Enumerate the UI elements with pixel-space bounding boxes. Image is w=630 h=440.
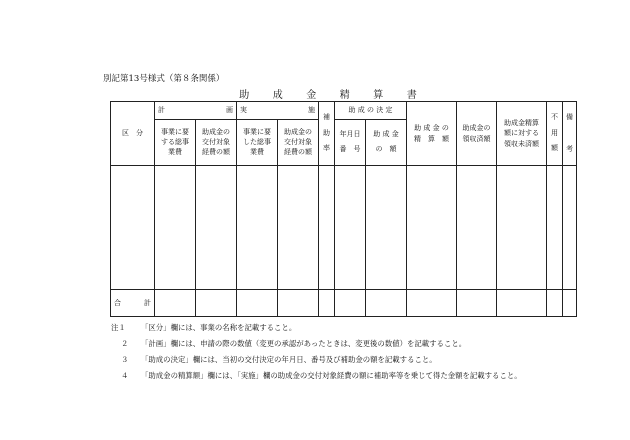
header-shushu-zumi: 助成金の 領収済額 <box>457 102 497 166</box>
header-jisshi-jigyo: 事業に要 した総事 業費 <box>237 119 278 165</box>
header-shushu-mi: 助成金精算 額に対する 領収未済額 <box>497 102 547 166</box>
note-text: 「助成の決定」欄には、当初の交付決定の年月日、番号及び補助金の額を記載すること。 <box>141 355 437 364</box>
table-cell <box>319 290 335 317</box>
table-cell <box>335 166 366 290</box>
table-cell <box>111 166 155 290</box>
header-keikaku-jigyo: 事業に要 する総事 業費 <box>155 119 196 165</box>
header-kubun: 区 分 <box>111 102 155 166</box>
table-cell <box>196 290 237 317</box>
title-char: 算 <box>373 90 384 101</box>
title-char: 金 <box>306 90 317 101</box>
table-cell <box>335 290 366 317</box>
header-keikaku-taisho: 助成金の 交付対象 経費の額 <box>196 119 237 165</box>
note-number: ４ <box>121 371 129 380</box>
table-cell <box>457 166 497 290</box>
table-cell <box>237 290 278 317</box>
table-cell <box>407 166 457 290</box>
note-text: 「計画」欄には、申請の際の数値（変更の承認があったときは、変更後の数値）を記載すること。 <box>141 339 467 348</box>
table-cell <box>366 290 407 317</box>
table-cell <box>407 290 457 317</box>
title-char: 助 <box>239 90 250 101</box>
note-number: ３ <box>121 355 129 364</box>
table-cell <box>155 166 196 290</box>
total-label: 合 計 <box>111 290 155 317</box>
table-cell <box>547 166 563 290</box>
table-cell <box>563 290 577 317</box>
note-text: 「助成金の精算額」欄には、「実施」欄の助成金の交付対象経費の額に補助率等を乗じて得た金額を記載すること。 <box>141 371 522 380</box>
notes <box>111 320 522 384</box>
header-kettei-amount: 助 成 金 の 額 <box>366 119 407 165</box>
table-cell <box>196 166 237 290</box>
header-keikaku: 計 画 <box>155 102 237 120</box>
table-cell <box>497 290 547 317</box>
header-fuyo: 不 用 額 <box>547 102 563 166</box>
header-seisan: 助 成 金 の 精 算 額 <box>407 102 457 166</box>
table-row-body <box>111 166 577 290</box>
note-item <box>111 352 522 368</box>
table-cell <box>155 290 196 317</box>
table-cell <box>497 166 547 290</box>
note-item <box>111 320 522 336</box>
note-number: 注１ <box>111 323 126 332</box>
note-item <box>111 368 522 384</box>
document-title <box>0 86 630 101</box>
table-cell <box>457 290 497 317</box>
header-biko: 備 考 <box>563 102 577 166</box>
table-cell <box>278 290 319 317</box>
header-jisshi-taisho: 助成金の 交付対象 経費の額 <box>278 119 319 165</box>
form-label: 別記第13号様式（第８条関係） <box>103 74 225 84</box>
title-char: 精 <box>339 90 350 101</box>
note-text: 「区分」欄には、事業の名称を記載すること。 <box>141 323 297 332</box>
note-number: ２ <box>121 339 129 348</box>
table-cell <box>237 166 278 290</box>
table-cell <box>319 166 335 290</box>
header-jisshi: 実 施 <box>237 102 319 120</box>
table-cell <box>278 166 319 290</box>
table-row-total <box>111 290 577 317</box>
header-kettei: 助 成 の 決 定 <box>335 102 407 120</box>
header-kettei-date: 年月日 番 号 <box>335 119 366 165</box>
table-cell <box>366 166 407 290</box>
title-char: 成 <box>272 90 283 101</box>
table-cell <box>563 166 577 290</box>
settlement-table <box>110 101 577 317</box>
table-cell <box>547 290 563 317</box>
header-hojo-ritsu: 補 助 率 <box>319 102 335 166</box>
title-char: 書 <box>406 90 417 101</box>
note-item <box>111 336 522 352</box>
